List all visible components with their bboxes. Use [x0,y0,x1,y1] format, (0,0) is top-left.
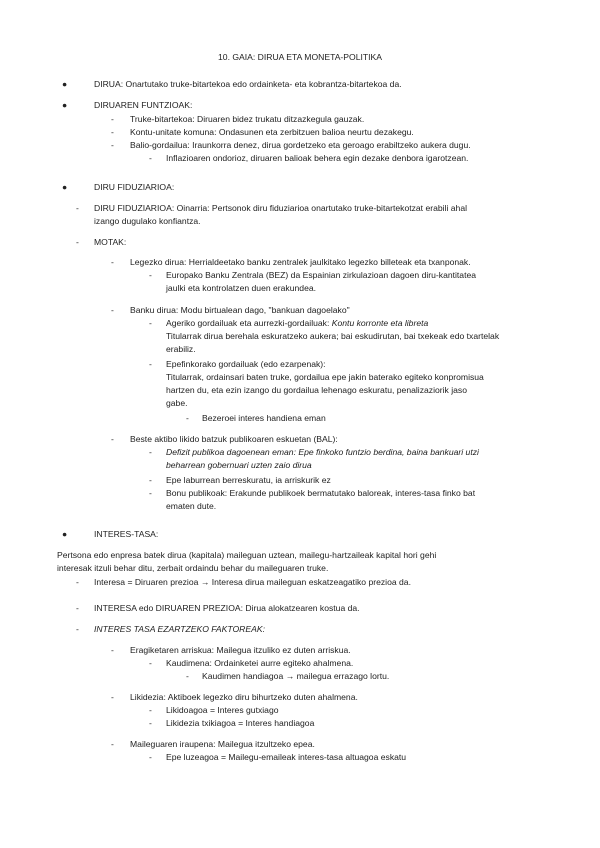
likidoagoa: Likidoagoa = Interes gutxiago [166,705,279,715]
funtzio-subitem: Inflazioaren ondorioz, diruaren balioak behera egin dezake denbora igarotzean. [166,153,469,163]
interes-paragraph: interesak itzuli behar ditu, zerbait ordaindu behar du maileguaren truke. [57,563,329,573]
likidezia-txikiagoa: Likidezia txikiagoa = Interes handiagoa [166,718,315,728]
epefinko-heading: Epefinkorako gordailuak (edo ezarpenak): [166,359,326,369]
bullet-dash: - [149,447,152,457]
eragiketa-arriskua: Eragiketaren arriskua: Mailegua itzuliko ez duten arriskua. [130,645,351,655]
bullet-dash: - [149,475,152,485]
bullet-dot: ● [62,79,68,89]
bullet-dash: - [149,718,152,728]
epe-luzeagoa: Epe luzeagoa = Mailegu-emaileak interes-tasa altuagoa eskatu [166,752,407,762]
epe-labur: Epe laburrean berreskuratu, ia arriskurik ez [166,475,331,485]
bullet-dash: - [149,705,152,715]
ageriko-line: Titularrak dirua berehala eskuratzeko aukera; bai eskudirutan, bai txekeak edo txartelak [166,331,500,341]
epefinko-line: gabe. [166,398,188,408]
bullet-dash: - [76,603,79,613]
bullet-dash: - [111,257,114,267]
bonu-line: Bonu publikoak: Erakunde publikoek bermatutako baloreak, interes-tasa finko bat [166,488,476,498]
bullet-dash: - [149,752,152,762]
bullet-dash: - [111,645,114,655]
bullet-dash: - [186,671,189,681]
bullet-dash: - [149,153,152,163]
epefinko-line: hartzen du, eta ezin izango du gordailua lehenago eskuratu, penalizaziorik jaso [166,385,467,395]
dirua-definition: DIRUA: Onartutako truke-bitartekoa edo ordainketa- eta kobrantza-bitartekoa da. [94,79,402,89]
bullet-dash: - [149,318,152,328]
bullet-dash: - [149,658,152,668]
ageriko-italic: Kontu korronte eta libreta [331,318,429,328]
bullet-dot: ● [62,529,68,539]
bullet-dash: - [149,270,152,280]
bullet-dash: - [76,203,79,213]
funtzioak-heading: DIRUAREN FUNTZIOAK: [94,100,193,110]
diruaren-prezioa: INTERESA edo DIRUAREN PREZIOA: Dirua alokatzearen kostua da. [94,603,360,613]
bullet-dash: - [111,305,114,315]
ageriko-gordailuak [166,317,428,329]
bullet-dash: - [111,127,114,137]
legezko-dirua: Legezko dirua: Herrialdeetako banku zentralek jaulkitako legezko billeteak eta txanponak. [130,257,471,267]
interes-formula: Interesa = Diruaren prezioa → Interesa dirua maileguan eskatzeagatiko prezioa da. [94,577,411,587]
likidezia: Likidezia: Aktiboek legezko diru bihurtzeko duten ahalmena. [130,692,358,702]
bullet-dot: ● [62,182,68,192]
legezko-sub: jaulki eta kontrolatzen duen erakundea. [166,283,317,293]
faktoreak-heading: INTERES TASA EZARTZEKO FAKTOREAK: [94,624,265,634]
mailegu-iraupena: Maileguaren iraupena: Mailegua itzultzeko epea. [130,739,315,749]
bullet-dot: ● [62,100,68,110]
bullet-dash: - [186,413,189,423]
ageriko-head: Ageriko gordailuak eta aurrezki-gordailuak: [166,318,332,328]
funtzio-item: Kontu-unitate komuna: Ondasunen eta zerbitzuen balioa neurtu dezakegu. [130,127,414,137]
bullet-dash: - [76,237,79,247]
fiduziarioa-heading: DIRU FIDUZIARIOA: [94,182,175,192]
bullet-dash: - [111,140,114,150]
funtzio-item: Truke-bitartekoa: Diruaren bidez trukatu ditzazkegula gauzak. [130,114,365,124]
motak-heading: MOTAK: [94,237,127,247]
fiduziarioa-definition: DIRU FIDUZIARIOA: Oinarria: Pertsonok diru fiduziarioa onartutako truke-bitartekotzat erabili ahal [94,203,468,213]
kaudimena: Kaudimena: Ordainketei aurre egiteko ahalmena. [166,658,354,668]
bonu-line: ematen dute. [166,501,217,511]
kaudimen-handia: Kaudimen handiagoa → mailegua errazago lortu. [202,671,390,681]
defizit-line: beharrean gobernuari uzten zaio dirua [166,460,312,470]
interes-paragraph: Pertsona edo enpresa batek dirua (kapitala) maileguan uztean, mailegu-hartzaileak kapital hori gehi [57,550,437,560]
banku-dirua: Banku dirua: Modu birtualean dago, "bankuan dagoelako" [130,305,350,315]
defizit-line: Defizit publikoa dagoenean eman: Epe finkoko funtzio berdina, baina bankuari utzi [166,447,479,457]
page-title: 10. GAIA: DIRUA ETA MONETA-POLITIKA [218,52,382,62]
bullet-dash: - [149,488,152,498]
funtzio-item: Balio-gordailua: Iraunkorra denez, dirua gordetzeko eta geroago erabiltzeko aukera dugu. [130,140,471,150]
legezko-sub: Europako Banku Zentrala (BEZ) da Espainian zirkulazioan dagoen diru-kantitatea [166,270,477,280]
bullet-dash: - [111,692,114,702]
epefinko-line: Titularrak, ordainsari baten truke, gordailua epe jakin baterako egiteko konpromisua [166,372,484,382]
bullet-dash: - [111,114,114,124]
bullet-dash: - [149,359,152,369]
fiduziarioa-definition: izango dugulako konfiantza. [94,216,201,226]
bezeroei-interes: Bezeroei interes handiena eman [202,413,326,423]
bullet-dash: - [76,577,79,587]
ageriko-line: erabiliz. [166,344,196,354]
bullet-dash: - [111,434,114,444]
interes-tasa-heading: INTERES-TASA: [94,529,159,539]
bullet-dash: - [76,624,79,634]
beste-aktibo: Beste aktibo likido batzuk publikoaren eskuetan (BAL): [130,434,338,444]
bullet-dash: - [111,739,114,749]
